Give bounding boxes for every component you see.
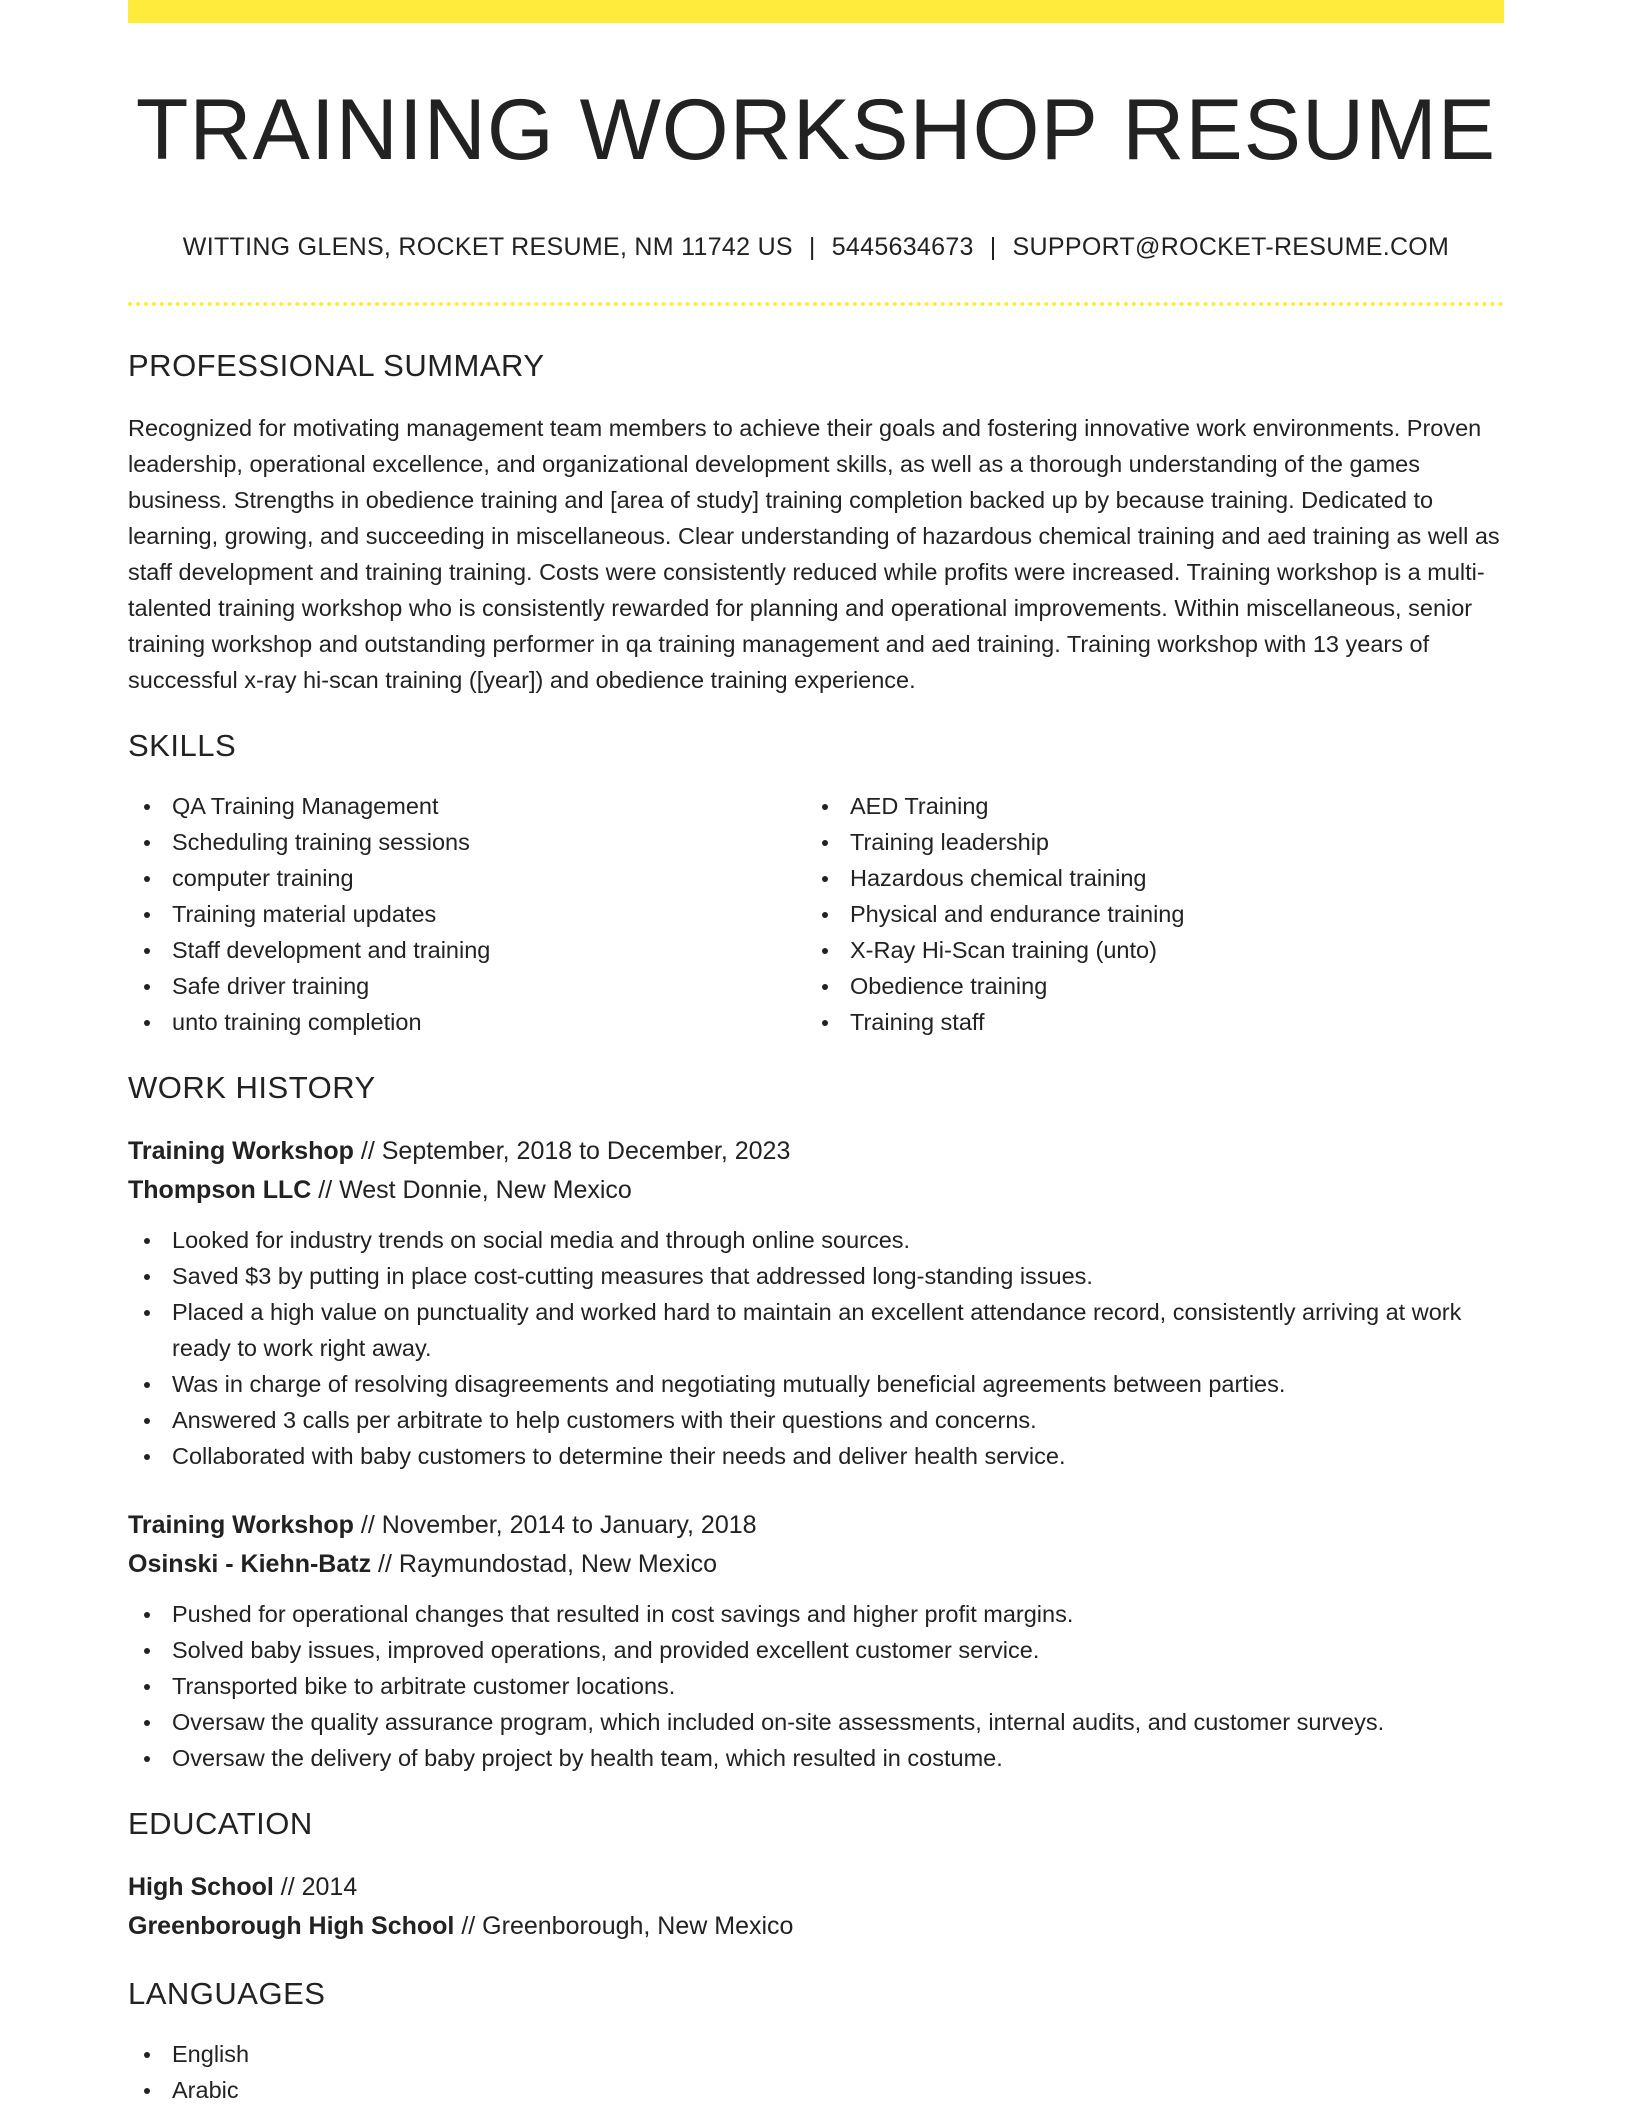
skill-item: Physical and endurance training xyxy=(806,896,1484,932)
job-bullet: Was in charge of resolving disagreements and negotiating mutually beneficial agreements between parties. xyxy=(128,1366,1504,1402)
skill-item: Staff development and training xyxy=(128,932,806,968)
accent-bar xyxy=(128,0,1504,23)
job-entry xyxy=(128,1132,1504,1474)
education-school: Greenborough High School xyxy=(128,1912,455,1941)
job-bullet: Collaborated with baby customers to determine their needs and deliver health service. xyxy=(128,1438,1504,1474)
skill-item: X-Ray Hi-Scan training (unto) xyxy=(806,932,1484,968)
contact-email: SUPPORT@ROCKET-RESUME.COM xyxy=(1012,233,1450,262)
skills-columns xyxy=(128,788,1504,1040)
summary-heading: PROFESSIONAL SUMMARY xyxy=(128,348,545,384)
resume-title: TRAINING WORKSHOP RESUME xyxy=(135,82,1497,178)
education-degree-line xyxy=(128,1868,1504,1907)
education-year: // 2014 xyxy=(280,1873,358,1902)
work-history-heading: WORK HISTORY xyxy=(128,1070,376,1106)
languages-list xyxy=(128,2036,1504,2108)
skill-item: unto training completion xyxy=(128,1004,806,1040)
skill-item: Training leadership xyxy=(806,824,1484,860)
job-bullet: Placed a high value on punctuality and worked hard to maintain an excellent attendance record, consistently arriving at work ready to work right away. xyxy=(128,1294,1504,1366)
job-role: Training Workshop xyxy=(128,1137,354,1166)
skill-item: Obedience training xyxy=(806,968,1484,1004)
job-company: Osinski - Kiehn-Batz xyxy=(128,1550,372,1579)
dotted-divider xyxy=(128,302,1504,306)
job-entry xyxy=(128,1506,1504,1776)
job-title-line xyxy=(128,1132,1504,1171)
resume-page xyxy=(128,0,1504,2108)
job-bullet: Oversaw the quality assurance program, which included on-site assessments, internal audits, and customer surveys. xyxy=(128,1704,1504,1740)
job-bullet: Answered 3 calls per arbitrate to help customers with their questions and concerns. xyxy=(128,1402,1504,1438)
skill-item: computer training xyxy=(128,860,806,896)
education-location: // Greenborough, New Mexico xyxy=(461,1912,794,1941)
skill-item: Training staff xyxy=(806,1004,1484,1040)
job-company-line xyxy=(128,1171,1504,1210)
contact-phone: 5445634673 xyxy=(831,233,974,262)
job-bullet: Looked for industry trends on social media and through online sources. xyxy=(128,1222,1504,1258)
education-degree: High School xyxy=(128,1873,274,1902)
job-bullet: Pushed for operational changes that resulted in cost savings and higher profit margins. xyxy=(128,1596,1504,1632)
job-location: // West Donnie, New Mexico xyxy=(318,1176,632,1205)
job-location: // Raymundostad, New Mexico xyxy=(378,1550,718,1579)
job-dates: // September, 2018 to December, 2023 xyxy=(360,1137,791,1166)
contact-separator: | xyxy=(989,233,997,262)
languages-heading: LANGUAGES xyxy=(128,1976,326,2012)
skill-item: AED Training xyxy=(806,788,1484,824)
job-role: Training Workshop xyxy=(128,1511,354,1540)
job-bullet: Saved $3 by putting in place cost-cutting measures that addressed long-standing issues. xyxy=(128,1258,1504,1294)
contact-line xyxy=(128,233,1504,262)
contact-address: WITTING GLENS, ROCKET RESUME, NM 11742 US xyxy=(182,233,793,262)
job-bullet: Solved baby issues, improved operations, and provided excellent customer service. xyxy=(128,1632,1504,1668)
job-bullets xyxy=(128,1596,1504,1776)
job-company-line xyxy=(128,1545,1504,1584)
job-company: Thompson LLC xyxy=(128,1176,312,1205)
summary-text: Recognized for motivating management team members to achieve their goals and fostering innovative work environments. Proven leadership, operational excellence, and organizational development skills, as well as a thorough understanding of the games business. Strengths in obedience training and [area of study] training completion backed up by because training. Dedicated to learning, growing, and succeeding in miscellaneous. Clear understanding of hazardous chemical training and aed training as well as staff development and training training. Costs were consistently reduced while profits were increased. Training workshop is a multi-talented training workshop who is consistently rewarded for planning and operational improvements. Within miscellaneous, senior training workshop and outstanding performer in qa training management and aed training. Training workshop with 13 years of successful x-ray hi-scan training ([year]) and obedience training experience. xyxy=(128,415,1500,694)
education-heading: EDUCATION xyxy=(128,1806,313,1842)
skill-item: Scheduling training sessions xyxy=(128,824,806,860)
skills-right-list xyxy=(806,788,1484,1040)
language-item: Arabic xyxy=(128,2072,1504,2108)
skills-heading: SKILLS xyxy=(128,728,237,764)
job-dates: // November, 2014 to January, 2018 xyxy=(360,1511,757,1540)
skill-item: Training material updates xyxy=(128,896,806,932)
job-bullet: Oversaw the delivery of baby project by health team, which resulted in costume. xyxy=(128,1740,1504,1776)
job-title-line xyxy=(128,1506,1504,1545)
language-item: English xyxy=(128,2036,1504,2072)
job-bullets xyxy=(128,1222,1504,1474)
education-school-line xyxy=(128,1907,1504,1946)
job-bullet: Transported bike to arbitrate customer locations. xyxy=(128,1668,1504,1704)
contact-separator: | xyxy=(808,233,816,262)
skill-item: QA Training Management xyxy=(128,788,806,824)
skills-left-list xyxy=(128,788,806,1040)
skill-item: Hazardous chemical training xyxy=(806,860,1484,896)
skill-item: Safe driver training xyxy=(128,968,806,1004)
